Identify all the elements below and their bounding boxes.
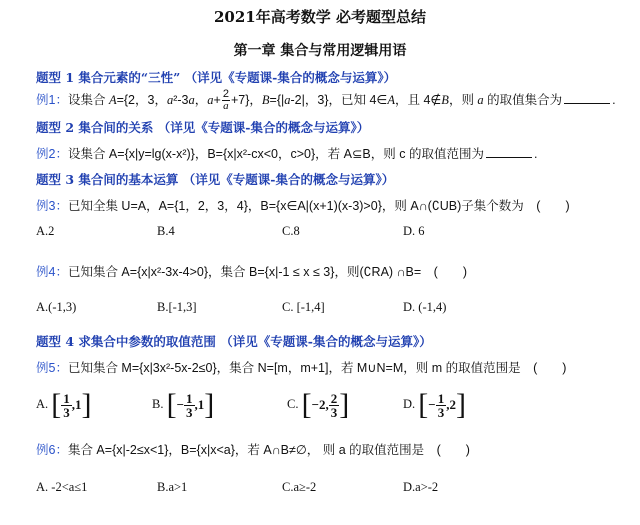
example-text: +7}，: [230, 93, 262, 107]
example-text: 设集合 A={x|y=lg(x-x²)}，B={x|x²-cx<0，c>0}，若 A⊆B，则 c 的取值范围为: [67, 147, 484, 161]
option-b[interactable]: B.a>1: [157, 480, 188, 494]
option-a[interactable]: A. -2<a≤1: [36, 480, 88, 494]
math-var: A: [108, 93, 117, 107]
example-label: 例5：: [36, 361, 68, 375]
section-label: 题型 4 求集合中参数的取值范围: [36, 334, 216, 349]
math-var: a: [284, 93, 291, 107]
section-heading-4: [36, 332, 432, 350]
example-text: ，: [194, 93, 208, 107]
option-letter: A.: [36, 396, 49, 411]
example-label: 例2：: [36, 147, 68, 161]
example-text: ，且 4∉: [394, 93, 442, 107]
chapter-title: 第一章 集合与常用逻辑用语: [233, 43, 407, 59]
example-2: [36, 144, 537, 162]
option-c[interactable]: C.8: [282, 224, 300, 238]
answer-blank[interactable]: [486, 147, 532, 158]
example-5: [36, 358, 566, 376]
answer-blank[interactable]: [564, 93, 610, 104]
section-reference: （详见《专题课-集合的概念与运算》）: [182, 172, 395, 187]
example-text: -2|，3}，已知 4∈: [290, 93, 388, 107]
math-var: B: [441, 93, 449, 107]
section-label: 题型 2 集合间的关系: [36, 120, 154, 135]
section-heading-1: [36, 68, 396, 86]
option-b[interactable]: B.4: [157, 224, 175, 238]
option-letter: D.: [403, 396, 416, 411]
section-reference: （详见《专题课-集合的概念与运算》）: [220, 334, 432, 349]
example-3: [36, 196, 570, 214]
option-d[interactable]: D.a>-2: [403, 480, 439, 494]
section-label: 题型 1 集合元素的“三性”: [36, 70, 181, 85]
example-text: 设集合: [67, 93, 109, 107]
option-b[interactable]: [152, 390, 214, 420]
section-heading-2: [36, 118, 369, 136]
example-text: 已知集合 M={x|3x²-5x-2≤0}，集合 N=[m，m+1]，若 M∪N=M，则 m 的取值范围是 ( ): [67, 361, 567, 375]
example-text: ={|: [269, 93, 285, 107]
example-text: .: [533, 147, 538, 161]
option-a[interactable]: [36, 390, 92, 420]
example-text: ={2，3，: [116, 93, 167, 107]
example-text: +: [213, 93, 221, 107]
example-label: 例3：: [36, 199, 68, 213]
example-text: ²-3: [173, 93, 189, 107]
option-b[interactable]: B.[-1,3]: [157, 300, 197, 314]
math-var: a: [477, 93, 484, 107]
section-reference: （详见《专题课-集合的概念与运算》）: [157, 120, 370, 135]
example-text: ，则: [448, 93, 478, 107]
option-letter: B.: [152, 396, 164, 411]
option-d[interactable]: D. 6: [403, 224, 425, 238]
math-var: a: [188, 93, 195, 107]
example-text: 集合 A={x|-2≤x<1}，B={x|x<a}，若 A∩B≠∅， 则 a 的取值范围是 ( ): [67, 443, 470, 457]
example-1: [36, 88, 616, 112]
math-var: B: [261, 93, 270, 107]
interval-expression: [ $\frac{1}{3}$ ,1]: [51, 388, 92, 421]
example-label: 例1：: [36, 93, 68, 107]
example-label: 例6：: [36, 443, 68, 457]
example-4: [36, 262, 467, 280]
interval-expression: [− $\frac{1}{3}$ ,2]: [418, 388, 466, 421]
option-d[interactable]: D. (-1,4): [403, 300, 447, 314]
interval-expression: [− $\frac{1}{3}$ ,1]: [166, 388, 215, 421]
section-heading-3: [36, 170, 394, 188]
section-reference: （详见《专题课-集合的概念与运算》）: [184, 70, 397, 85]
option-c[interactable]: C. [-1,4]: [282, 300, 325, 314]
option-d[interactable]: [403, 390, 466, 420]
example-6: [36, 440, 470, 458]
example-label: 例4：: [36, 265, 68, 279]
section-label: 题型 3 集合间的基本运算: [36, 172, 179, 187]
interval-expression: [−2, $\frac{2}{3}$ ]: [301, 388, 350, 421]
option-a[interactable]: A.(-1,3): [36, 300, 77, 314]
option-a[interactable]: A.2: [36, 224, 55, 238]
math-var: a: [166, 93, 174, 107]
fraction: $\frac{2}{a}$: [222, 88, 229, 113]
math-var: a: [207, 93, 214, 107]
document-title: 2021年高考数学 必考题型总结: [214, 8, 426, 26]
example-text: 的取值集合为: [483, 93, 563, 107]
option-c[interactable]: [287, 390, 349, 420]
math-var: A: [387, 93, 395, 107]
option-c[interactable]: C.a≥-2: [282, 480, 317, 494]
option-letter: C.: [287, 396, 299, 411]
example-text: .: [612, 93, 616, 107]
example-text: 已知集合 A={x|x²-3x-4>0}，集合 B={x|-1 ≤ x ≤ 3}，则(∁RA) ∩B= ( ): [67, 265, 468, 279]
example-text: 已知全集 U=A，A={1，2，3，4}，B={x∈A|(x+1)(x-3)>0}，则 A∩(∁UB)子集个数为 ( ): [67, 199, 570, 213]
